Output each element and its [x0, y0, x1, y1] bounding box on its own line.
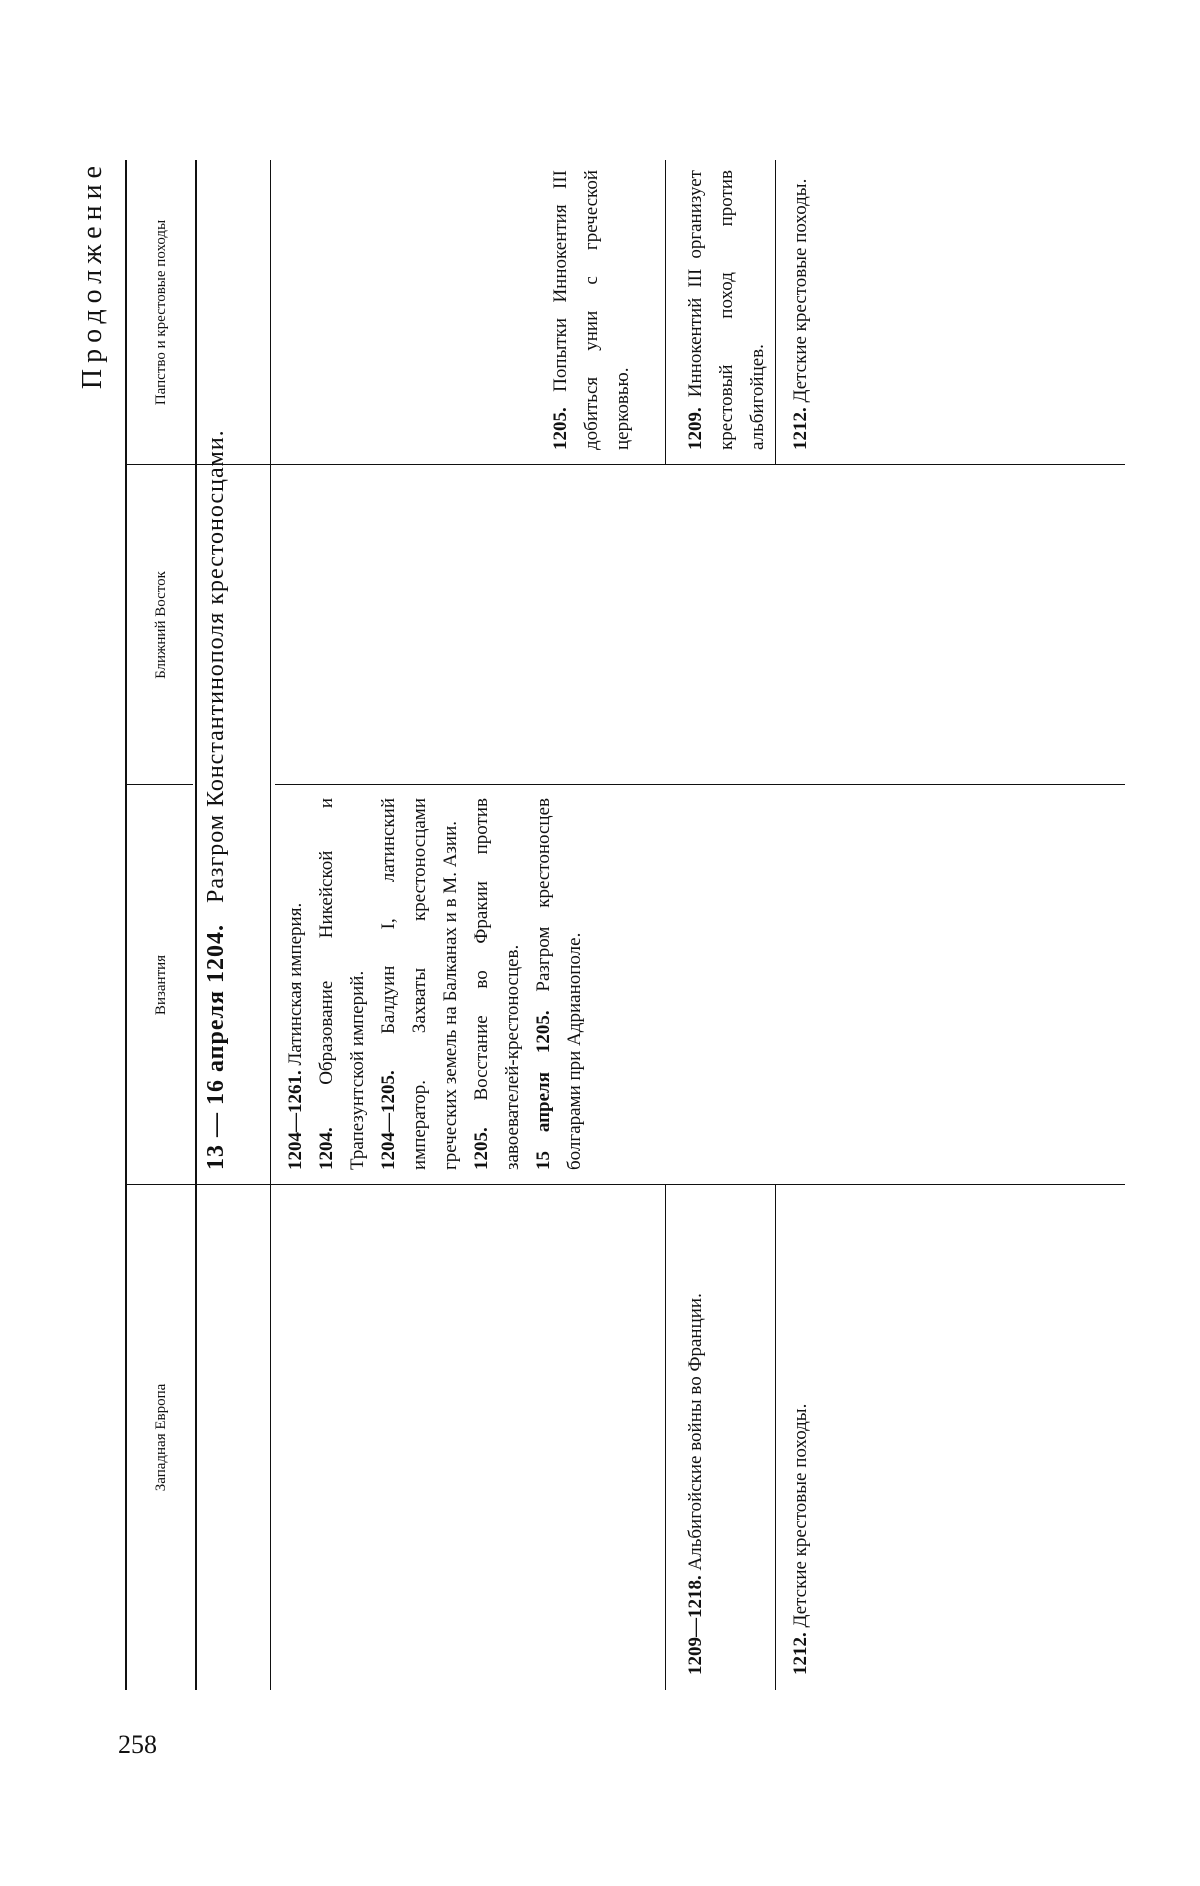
- papacy-entry: 1205. Попытки Иннокентия III добиться унии с греческой церковью.: [550, 170, 633, 450]
- papacy-entry: 1209. Иннокентий III организует крестовый поход против альбигойцев.: [685, 170, 768, 450]
- papacy-cell: [680, 170, 773, 450]
- byz-entry: 1205. Восстание во Фракии против завоевателей-крестоносцев.: [471, 798, 523, 1170]
- rotated-table: [77, 160, 1125, 1690]
- byz-entry: 1204—1205. Балдуин I, латинский император. Захваты крестоносцами греческих земель на Балканах и в М. Азии.: [378, 798, 461, 1170]
- sack-row: 13 — 16 апреля 1204. Разгром Константинополя крестоносцами.: [203, 429, 229, 1170]
- papacy-cell: [785, 170, 816, 450]
- byzantium-cell: [280, 798, 590, 1170]
- divider-4: [275, 784, 1125, 785]
- we-rule-2: [775, 1185, 776, 1690]
- divider-2: [125, 784, 193, 785]
- header-papacy: Папство и крестовые походы: [125, 160, 197, 465]
- we-entry: 1209—1218. Альбигойские войны во Франции.: [685, 1293, 706, 1675]
- byz-entry: 15 апреля 1205. Разгром крестоносцев болгарами при Адрианополе.: [533, 798, 585, 1170]
- page-number: 258: [118, 1730, 157, 1759]
- continuation-label: Продолжение: [77, 160, 108, 390]
- western-europe-cell: [785, 1195, 816, 1675]
- we-entry: 1212. Детские крестовые походы.: [790, 1403, 811, 1675]
- divider-3: [125, 464, 1125, 465]
- divider-1: [125, 1184, 1125, 1185]
- papacy-cell: [545, 170, 638, 450]
- western-europe-cell: [680, 1195, 711, 1675]
- papacy-rule-1: [665, 160, 666, 465]
- header-byzantium: Византия: [125, 785, 197, 1185]
- papacy-rule-2: [775, 160, 776, 465]
- header-western-europe: Западная Европа: [125, 1185, 197, 1690]
- papacy-entry: 1212. Детские крестовые походы.: [790, 178, 811, 450]
- we-rule-1: [665, 1185, 666, 1690]
- byz-entry: 1204—1261. Латинская империя.: [285, 902, 306, 1170]
- header-near-east: Ближний Восток: [125, 465, 197, 785]
- byz-entry: 1204. Образование Никейской и Трапезунтской империй.: [316, 798, 368, 1170]
- row-rule: [270, 160, 271, 1690]
